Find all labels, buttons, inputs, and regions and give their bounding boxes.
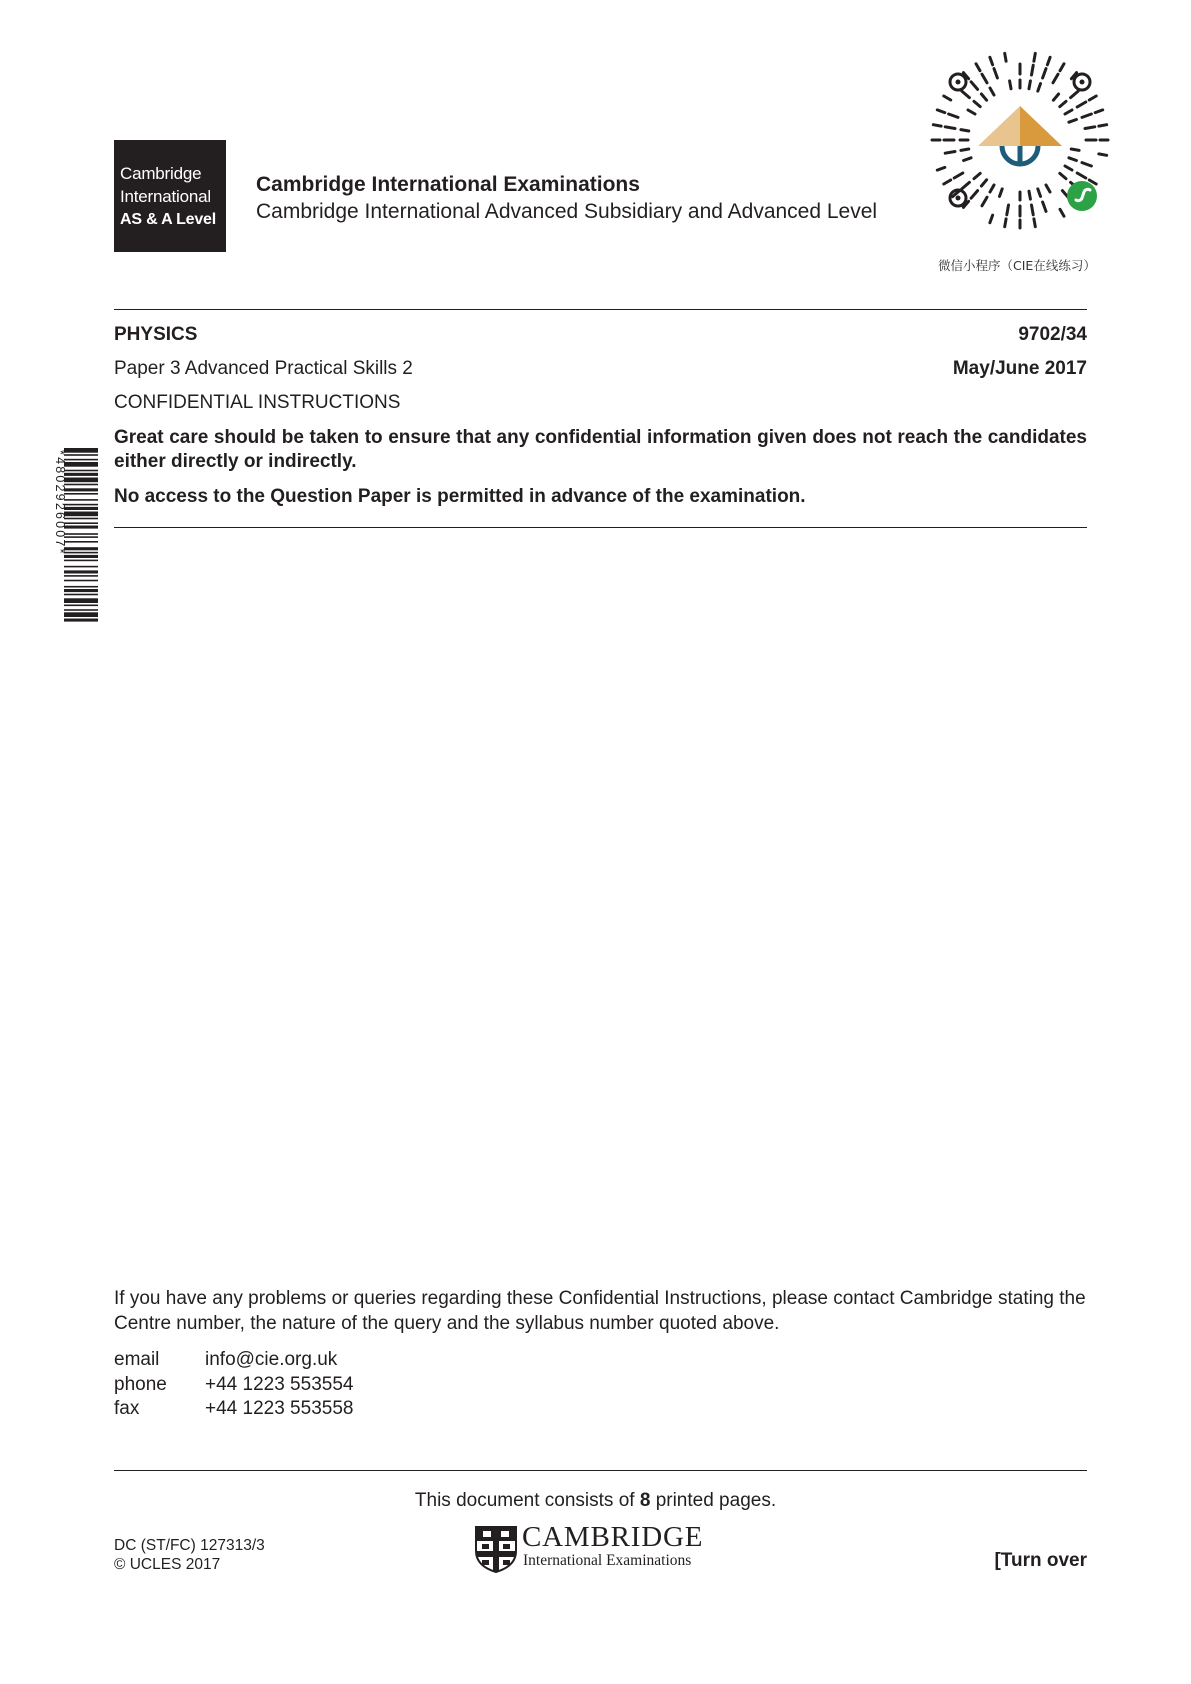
qr-ray [1099, 125, 1107, 126]
barcode-bar [64, 533, 98, 535]
barcode-bar [64, 470, 98, 472]
pages-prefix: This document consists of [414, 1490, 635, 1511]
barcode-bar [64, 570, 98, 573]
qr-ray [1069, 158, 1077, 161]
contact-phone-value: +44 1223 553554 [205, 1374, 354, 1395]
qr-ray [1099, 154, 1107, 155]
barcode-bar [64, 478, 98, 483]
qr-ray [962, 182, 970, 189]
turn-over-note: [Turn over [994, 1550, 1087, 1571]
qr-ray [1029, 81, 1030, 89]
subject-title: PHYSICS [114, 324, 198, 345]
cambridge-crest-icon [474, 1525, 518, 1573]
doc-ref-code: DC (ST/FC) 127313/3 [114, 1537, 265, 1554]
qr-ray [1089, 180, 1096, 184]
top-divider [114, 309, 1087, 310]
barcode-bar [64, 522, 98, 524]
barcode-bar [64, 459, 98, 461]
qr-ray [1082, 163, 1091, 166]
wechat-miniprogram-code-icon [928, 48, 1112, 232]
qr-ray [1038, 84, 1041, 92]
qr-ray [964, 158, 972, 161]
qr-ray [937, 167, 945, 170]
barcode-bar [64, 507, 98, 510]
barcode-digits: *4802926007* [53, 450, 67, 556]
barcode-bar [64, 609, 98, 611]
contact-message: If you have any problems or queries regarding these Confidential Instructions, please contact Cambridge stating the Centre number, the nature of the query and the syllabus number quoted above. [114, 1288, 1086, 1334]
contact-fax-value: +44 1223 553558 [205, 1398, 354, 1419]
barcode-bar [64, 512, 98, 517]
qr-ray [1060, 101, 1066, 106]
barcode-bar [64, 594, 98, 596]
qr-ray [1005, 53, 1006, 61]
qr-ray [974, 101, 980, 106]
qr-ray [1032, 205, 1034, 215]
qr-ray [1043, 202, 1046, 211]
barcode-bar [64, 598, 98, 603]
barcode-bar [64, 454, 98, 456]
exam-session: May/June 2017 [952, 358, 1087, 379]
qr-ray [990, 88, 994, 95]
barcode-bar [64, 580, 98, 582]
cambridge-wordmark-subtitle: International Examinations [523, 1552, 692, 1569]
org-subtitle: Cambridge International Advanced Subsidiary and Advanced Level [256, 200, 878, 223]
document-reference [114, 1536, 265, 1574]
qr-ray [1085, 127, 1095, 129]
qr-ray [1029, 191, 1030, 199]
barcode-bar [64, 488, 98, 491]
contact-label: fax [114, 1398, 140, 1419]
contact-phone-row [114, 1374, 353, 1396]
qr-ray [982, 197, 987, 206]
paper-title: Paper 3 Advanced Practical Skills 2 [114, 358, 413, 379]
org-title: Cambridge International Examinations [256, 173, 640, 196]
barcode-bar [64, 499, 98, 501]
qr-caption: 微信小程序（CIE在线练习） [938, 258, 1096, 273]
qr-ray [1095, 110, 1103, 113]
qr-ray [1034, 53, 1035, 61]
qr-ray [1082, 114, 1091, 117]
qr-ray [1089, 96, 1096, 100]
qr-ray [971, 82, 978, 90]
qr-ray [945, 127, 955, 129]
barcode-bar [64, 518, 98, 520]
qr-ray [1077, 102, 1086, 107]
qr-ray [1000, 189, 1003, 197]
qr-ray [945, 152, 955, 154]
barcode-bar [64, 605, 98, 607]
footer-divider [114, 1470, 1087, 1471]
qr-ray [1010, 81, 1011, 89]
qr-ray [937, 110, 945, 113]
qr-ray [981, 180, 986, 186]
barcode-bar [64, 448, 98, 453]
pages-count: 8 [639, 1490, 651, 1511]
qr-ray [1005, 219, 1006, 227]
qr-ray [1060, 173, 1066, 178]
confidentiality-warning: Great care should be taken to ensure that any confidential information given does not reach the candidates either directly or indirectly. [114, 427, 1087, 472]
pages-suffix: printed pages. [655, 1490, 777, 1511]
contact-label: email [114, 1349, 160, 1370]
barcode-bar [64, 547, 98, 550]
qr-ray [1032, 65, 1034, 75]
qr-ray [990, 57, 993, 65]
qr-ray [990, 215, 993, 223]
barcode-bar [64, 575, 98, 577]
qr-ray [1071, 149, 1079, 150]
qr-ray [1007, 205, 1009, 215]
barcode-bar [64, 484, 98, 486]
qr-ray [1069, 120, 1077, 123]
qr-ray [994, 69, 997, 78]
barcode-bar [64, 560, 98, 562]
qr-ray [944, 180, 951, 184]
page-count-statement [0, 1490, 1191, 1512]
contact-email-value[interactable]: info@cie.org.uk [205, 1349, 338, 1370]
qr-ray [961, 149, 969, 150]
barcode-bar [64, 526, 98, 529]
qr-ray [1038, 189, 1041, 197]
barcode-bar [64, 586, 98, 588]
barcode-bar [64, 473, 98, 476]
syllabus-code: 9702/34 [1018, 324, 1087, 345]
access-warning: No access to the Question Paper is permitted in advance of the examination. [114, 486, 806, 507]
barcode-bar [64, 493, 98, 495]
qr-ray [1043, 69, 1046, 78]
barcode-bar [64, 552, 98, 554]
qr-ray [1060, 209, 1064, 216]
qr-ray [982, 74, 987, 83]
header-bottom-divider [114, 527, 1087, 528]
qr-ray [1071, 91, 1079, 98]
logo-line-1: Cambridge [120, 163, 202, 183]
barcode-bar [64, 612, 98, 617]
barcode-bar [64, 536, 98, 538]
logo-line-3: AS & A Level [120, 210, 216, 228]
qr-ray [962, 91, 970, 98]
barcode-bar [64, 566, 98, 568]
qr-ray [974, 173, 980, 178]
document-type: CONFIDENTIAL INSTRUCTIONS [114, 392, 401, 413]
copyright: © UCLES 2017 [114, 1556, 221, 1573]
qr-ray [971, 191, 978, 199]
contact-fax-row [114, 1398, 353, 1420]
qr-ray [1053, 94, 1058, 100]
qr-ray [961, 130, 969, 131]
qr-ray [1065, 166, 1072, 170]
qr-ray [976, 64, 980, 71]
contact-email-row [114, 1349, 337, 1371]
qr-ray [1065, 110, 1072, 114]
barcode-bar [64, 555, 98, 558]
cambridge-wordmark: CAMBRIDGE [522, 1521, 704, 1553]
qr-ray [1053, 74, 1058, 83]
qr-ray [968, 110, 975, 114]
barcode-bar [64, 619, 98, 622]
barcode-bar [64, 504, 98, 506]
qr-ray [1034, 219, 1035, 227]
barcode-bar [64, 462, 98, 467]
qr-ray [1046, 185, 1050, 192]
qr-ray [981, 94, 986, 100]
qr-ray [990, 185, 994, 192]
barcode-bar [64, 541, 98, 543]
qr-ray [949, 114, 958, 117]
qr-ray [933, 125, 941, 126]
contact-label: phone [114, 1374, 167, 1395]
barcode-icon [52, 448, 98, 680]
barcode-bar [64, 589, 98, 592]
qr-ray [1047, 57, 1050, 65]
qr-ray [954, 173, 963, 178]
qr-ray [944, 96, 951, 100]
cambridge-as-a-level-logo [114, 140, 226, 252]
qr-ray [1060, 64, 1064, 71]
logo-line-2: International [120, 186, 211, 206]
qr-ray [1077, 173, 1086, 178]
